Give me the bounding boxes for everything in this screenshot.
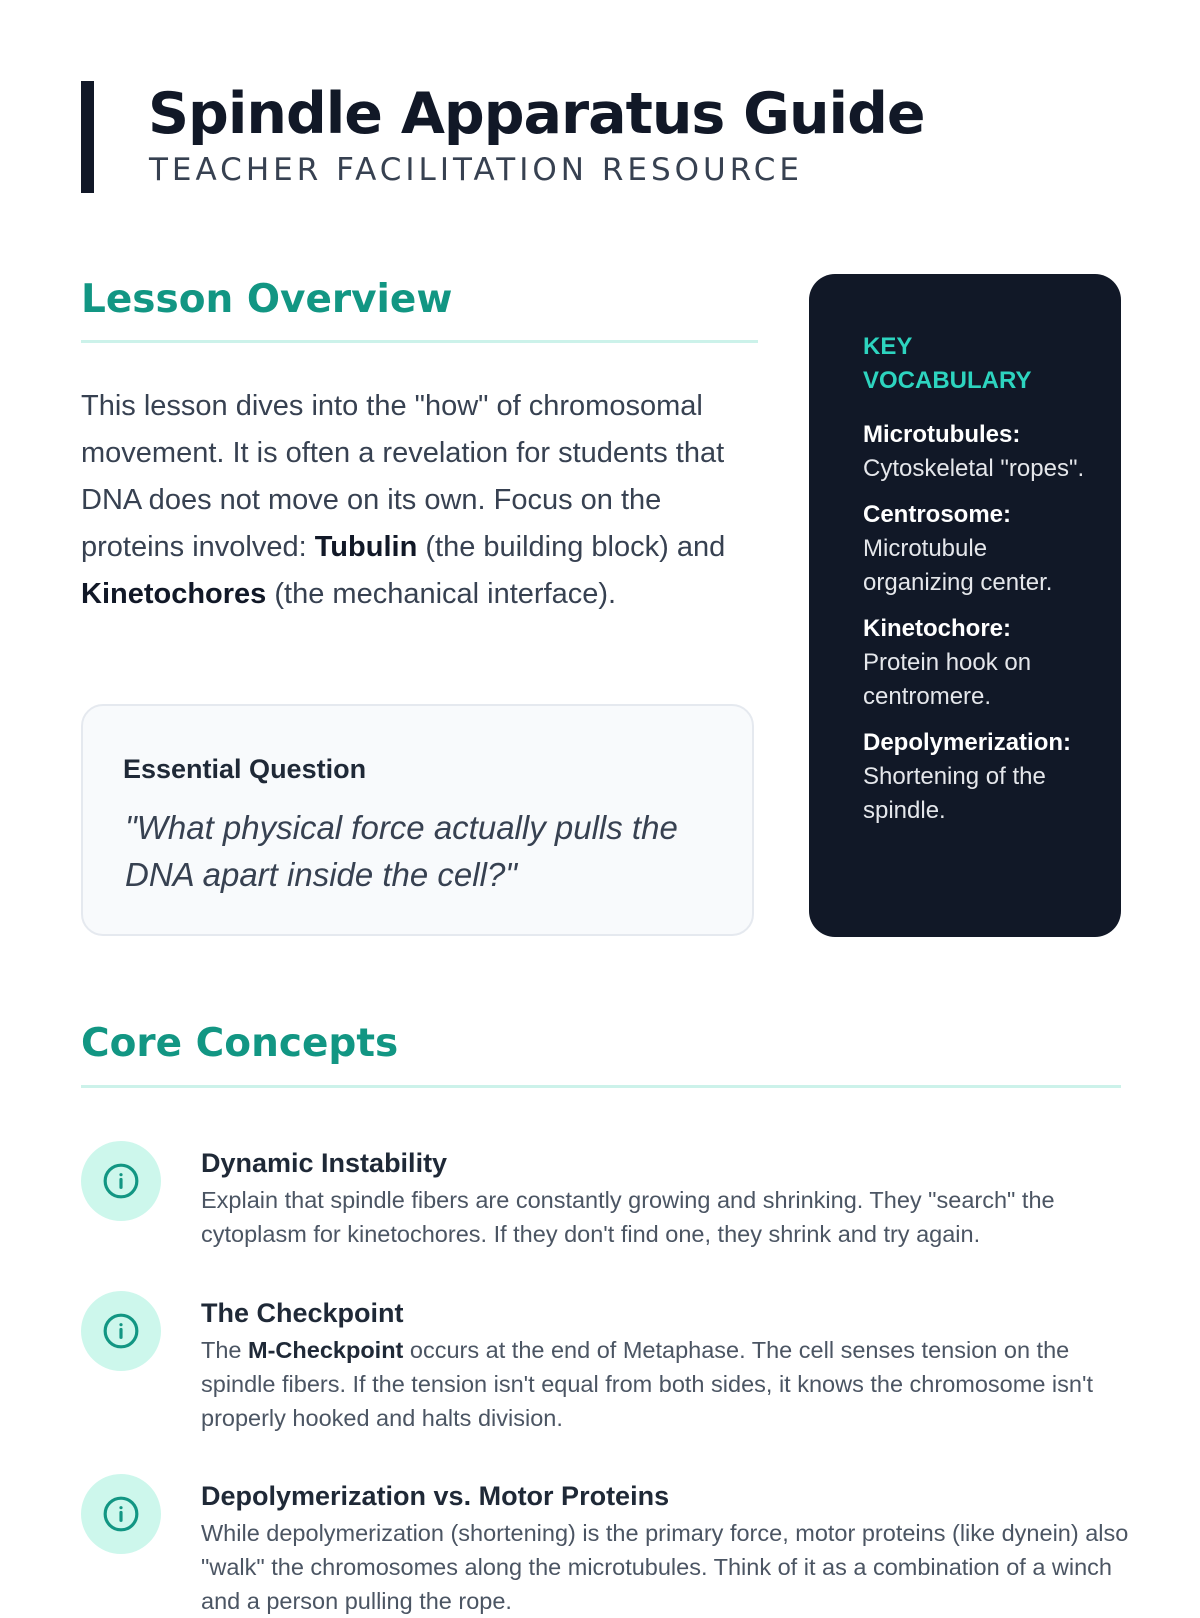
concept-text-checkpoint: The M-Checkpoint occurs at the end of Metaphase. The cell senses tension on the spindle fibers. If the tension isn't equal from both sides, it knows the chromosome isn't properly hooked and halts division. <box>201 1337 1093 1431</box>
term-m-checkpoint: M-Checkpoint <box>248 1337 404 1363</box>
lesson-overview-text: This lesson dives into the "how" of chromosomal movement. It is often a revelation for students that DNA does not move on its own. Focus on the proteins involved: Tubulin (the building block) and Kinetochores (the mechanical interface). <box>81 390 726 610</box>
vocab-definition: Protein hook on centromere. <box>863 649 1032 710</box>
vocab-term: Kinetochore: <box>863 615 1012 642</box>
header-accent-bar <box>81 81 94 193</box>
vocab-item-kinetochore <box>863 612 1103 714</box>
vocab-definition: Microtubule organizing center. <box>863 535 1053 596</box>
page-subtitle: TEACHER FACILITATION RESOURCE <box>149 152 803 188</box>
info-icon <box>81 1474 161 1554</box>
vocab-definition: Shortening of the spindle. <box>863 763 1046 824</box>
concept-title-dynamic-instability: Dynamic Instability <box>201 1148 448 1178</box>
vocab-item-microtubules <box>863 418 1103 486</box>
key-vocabulary-card <box>809 274 1121 937</box>
key-vocabulary-heading: KEY VOCABULARY <box>863 333 1032 394</box>
lesson-overview-divider <box>81 340 758 343</box>
lesson-overview-heading: Lesson Overview <box>81 277 453 322</box>
term-tubulin: Tubulin <box>314 531 418 563</box>
vocab-term: Microtubules: <box>863 421 1021 448</box>
core-concepts-heading: Core Concepts <box>81 1021 399 1066</box>
concept-title-checkpoint: The Checkpoint <box>201 1298 404 1328</box>
essential-question-label: Essential Question <box>123 754 367 784</box>
page-title: Spindle Apparatus Guide <box>148 81 925 147</box>
vocab-term: Centrosome: <box>863 501 1012 528</box>
term-kinetochores: Kinetochores <box>81 578 267 610</box>
vocab-item-centrosome <box>863 498 1103 600</box>
concept-text-dynamic-instability: Explain that spindle fibers are constantly growing and shrinking. They "search" the cytoplasm for kinetochores. If they don't find one, they shrink and try again. <box>201 1187 1055 1247</box>
core-concepts-divider <box>81 1085 1121 1088</box>
info-icon <box>81 1291 161 1371</box>
info-icon <box>81 1141 161 1221</box>
essential-question-text: "What physical force actually pulls the DNA apart inside the cell?" <box>125 809 678 893</box>
concept-title-depolymerization: Depolymerization vs. Motor Proteins <box>201 1481 670 1511</box>
vocabulary-list <box>863 418 1103 840</box>
concept-text-depolymerization: While depolymerization (shortening) is the primary force, motor proteins (like dynein) also "walk" the chromosomes along the microtubules. Think of it as a combination of a winch and a person pulling the rope. <box>201 1520 1129 1614</box>
vocab-definition: Cytoskeletal "ropes". <box>863 455 1085 482</box>
vocab-term: Depolymerization: <box>863 729 1072 756</box>
essential-question-card <box>81 704 754 936</box>
vocab-item-depolymerization <box>863 726 1103 828</box>
